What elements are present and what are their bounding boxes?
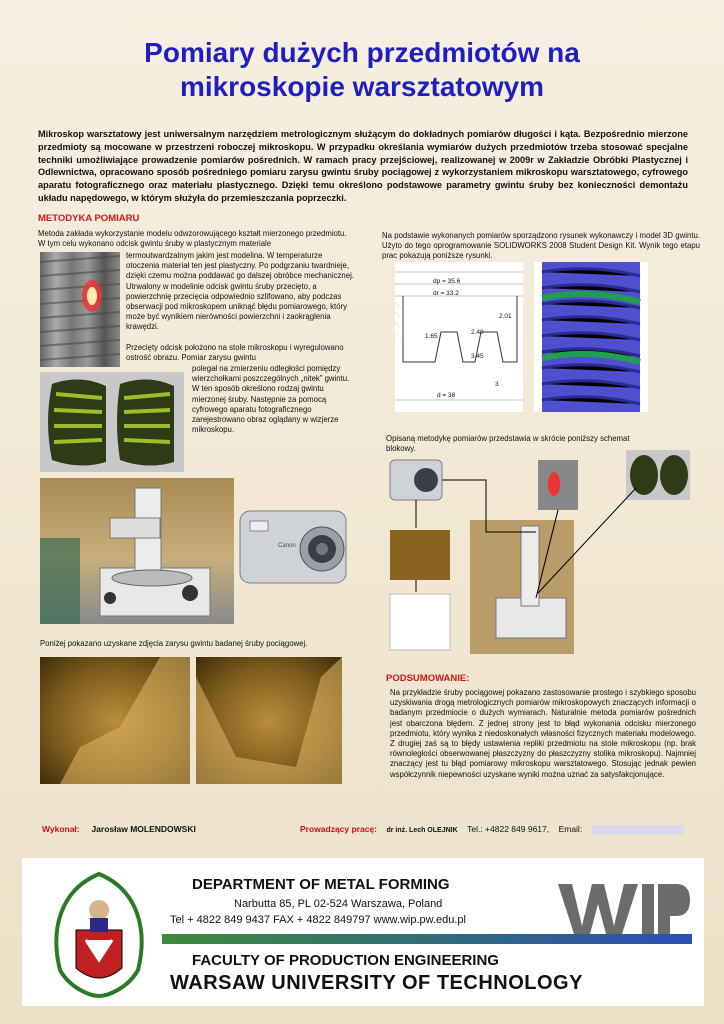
screw-photo bbox=[40, 252, 120, 367]
photos-caption: Poniżej pokazano uzyskane zdjęcia zarysu gwintu badanej śruby pociągowej. bbox=[40, 639, 308, 648]
author-name: Jarosław MOLENDOWSKI bbox=[91, 824, 196, 834]
page-title: Pomiary dużych przedmiotów na mikroskopie warsztatowym bbox=[144, 37, 580, 102]
university-name: WARSAW UNIVERSITY OF TECHNOLOGY bbox=[170, 972, 583, 994]
department-contacts: Tel + 4822 849 9437 FAX + 4822 849797 www.wip.pw.edu.pl bbox=[170, 914, 466, 926]
thread-profile-photo-2 bbox=[196, 657, 342, 784]
supervisor-tel: Tel.: +4822 849 9617, bbox=[467, 824, 550, 834]
imprint-photo bbox=[40, 372, 184, 472]
supervisor-name: dr inż. Lech OLEJNIK bbox=[386, 827, 458, 834]
department-address: Narbutta 85, PL 02-524 Warszawa, Poland bbox=[234, 898, 443, 910]
dim-dp: dp = 35.6 bbox=[433, 278, 461, 285]
block-diagram bbox=[386, 448, 704, 658]
intro-paragraph: Mikroskop warsztatowy jest uniwersalnym narzędziem metrologicznym służącym do dokładnych pomiarów długości i kąta. Bezpośrednio mierzone przedmioty są mocowane w przestrzeni roboczej mikroskopu. W przypadku określania wymiarów dużych przedmiotów trzeba stosować specjalne techniki umożliwiające prowadzenie pomiarów pośrednich. W ramach pracy przejściowej, realizowanej w 2009r w Zakładzie Obróbki Plastycznej i Odlewnictwa, opracowano sposób pośredniego pomiaru zarysu gwintu śruby pociągowej z wykorzystaniem mikroskopu warsztatowego, cyfrowego aparatu fotograficznego oraz materiału plastycznego. Dzięki temu określono podstawowe parametry gwintu śruby bez konieczności demontażu układu napędowego, w którym służyła do przemieszczania poprzeczki. bbox=[38, 129, 688, 203]
schema-caption: Opisaną metodykę pomiarów przedstawia w skrócie poniższy schemat blokowy. bbox=[386, 434, 630, 454]
dim-2-01: 2.01 bbox=[499, 313, 512, 320]
model-text: Na podstawie wykonanych pomiarów sporządzono rysunek wykonawczy i model 3D gwintu. Użyto do tego oprogramowanie SOLIDWORKS 2008 Student Design Kit. Wynik tego etapu prac pokazują poniższe rysunki. bbox=[382, 231, 700, 261]
author-label: Wykonał: bbox=[42, 824, 80, 834]
dim-3: 3 bbox=[495, 381, 499, 388]
thread-drawing bbox=[395, 262, 523, 412]
dim-d: d = 38 bbox=[437, 392, 456, 399]
dim-3-45: 3.45 bbox=[471, 353, 484, 360]
thread-profile-photo-1 bbox=[40, 657, 190, 784]
thread-3d-model bbox=[534, 262, 648, 412]
supervisor-line bbox=[300, 824, 582, 834]
method-text-3: Przecięty odcisk położono na stole mikroskopu i wyregulowano ostrość obrazu. Pomiar zarysu gwintu bbox=[126, 343, 344, 363]
supervisor-email-label: Email: bbox=[558, 824, 583, 834]
camera-brand-label: Canon bbox=[278, 543, 296, 549]
summary-text: Na przykładzie śruby pociągowej pokazano zastosowanie prostego i szybkiego sposobu uzyskiwania drogą metrologicznych pomiarów mikroskopowych znaczących informacji o badanym przedmiocie o dużych wymiarach. Naturalnie metoda pomiarów pośrednich jest obarczona błędem. Z jednej strony jest to błąd wykonania odcisku mierzonego przedmiotu, który wynika z niedoskonałych własności fizycznych materiału modelowego. Z drugiej zaś są to błędy ustawienia repliki przedmiotu na stole mikroskopu (np. brak równoległości obserwowanej płaszczyzny do płaszczyzny stolika mikroskopu). Najmniej znaczący jest tu błąd pomiarowy mikroskopu warsztatowego. Stosując jednak pewien współczynnik niepewności uzyskane wyniki można uznać za satysfakcjonujące. bbox=[390, 688, 696, 779]
camera-photo bbox=[238, 505, 350, 587]
method-text-2: termoutwardzalnym jakim jest modelina. W temperaturze otoczenia materiał ten jest plastyczny. Po podgrzaniu twardnieje, dzięki czemu można poddawać go dalszej obróbce mechanicznej. Utrwalony w modelinie odcisk gwintu śruby przecięto, a powierzchnię przecięcia odpowiednio szlifowano, aby podczas obserwacji pod mikroskopem uniknąć błędu pomiarowego, który może być wynikiem nierówności powierzchni i zaokrąglenia krawędzi. bbox=[126, 251, 354, 332]
department-banner bbox=[22, 858, 704, 1006]
email-link[interactable] bbox=[592, 825, 684, 834]
banner-stripe bbox=[162, 934, 692, 944]
method-text-1: Metoda zakłada wykorzystanie modelu odwzorowującego kształt mierzonego przedmiotu. W tym celu wykonano odcisk gwintu śruby w plastycznym materiale bbox=[38, 229, 347, 249]
summary-heading: PODSUMOWANIE: bbox=[386, 673, 470, 684]
wip-logo-icon bbox=[558, 878, 690, 938]
credits-line bbox=[42, 824, 196, 834]
method-text-4: polegał na zmierzeniu odległości pomiędzy wierzchołkami poszczególnych „nitek” gwintu. W ten sposób określono rodzaj gwintu mierzonej śruby. Następnie za pomocą cyfrowego aparatu fotograficznego zarejestrowano obraz oglądany w wizjerze mikroskopu. bbox=[192, 364, 350, 435]
method-heading: METODYKA POMIARU bbox=[38, 213, 140, 224]
department-name: DEPARTMENT OF METAL FORMING bbox=[192, 876, 450, 893]
university-crest-icon bbox=[40, 870, 158, 998]
dim-dr: dr = 33.2 bbox=[433, 290, 459, 297]
dim-2-40: 2.40 bbox=[471, 329, 484, 336]
supervisor-label: Prowadzący pracę: bbox=[300, 824, 378, 834]
dim-1-65: 1.65 bbox=[425, 333, 438, 340]
faculty-name: FACULTY OF PRODUCTION ENGINEERING bbox=[192, 952, 499, 969]
microscope-photo bbox=[40, 478, 234, 624]
